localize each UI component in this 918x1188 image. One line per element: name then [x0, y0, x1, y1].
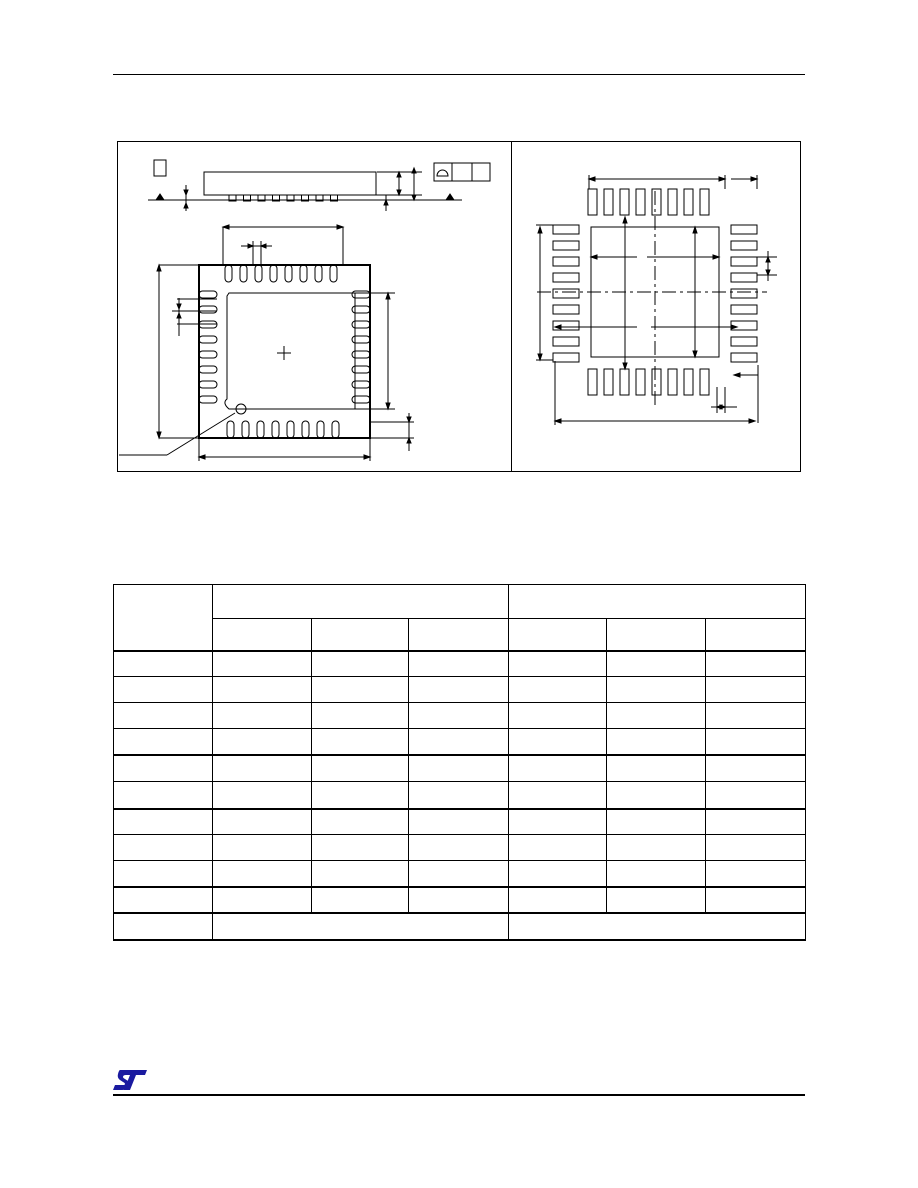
group-header-cell: [509, 585, 806, 619]
footprint-top-land: [684, 189, 693, 215]
table-cell: [213, 913, 509, 940]
datum-triangle: [156, 194, 164, 200]
table-row: [114, 834, 806, 861]
table-row: [114, 676, 806, 703]
footprint-bottom-land: [700, 369, 709, 395]
header-rule: [113, 74, 805, 75]
package-body-side: [204, 172, 376, 195]
top-lead-pad: [330, 265, 337, 282]
footprint-bottom-land: [684, 369, 693, 395]
bottom-lead-pad: [317, 421, 324, 438]
footprint-left-land: [553, 289, 579, 298]
bottom-lead-pad: [272, 421, 279, 438]
table-row: [114, 729, 806, 756]
table-cell: [409, 651, 509, 677]
table-cell: [509, 861, 607, 887]
table-cell: [312, 809, 409, 835]
footprint-right-land: [731, 305, 757, 314]
table-cell: [607, 809, 706, 835]
st-logo-shape: [113, 1070, 147, 1090]
table-cell: [509, 729, 607, 756]
footprint-bottom-land: [620, 369, 629, 395]
footprint-top-land: [588, 189, 597, 215]
table-cell: [509, 703, 607, 729]
table-cell: [509, 913, 806, 940]
table-subheader-row: [114, 619, 806, 651]
table-cell: [706, 809, 806, 835]
left-lead-pad: [199, 396, 217, 403]
footprint-left-land: [553, 337, 579, 346]
footprint-bottom-land: [604, 369, 613, 395]
table-row: [114, 809, 806, 835]
table-cell: [607, 729, 706, 756]
table-cell: [706, 619, 806, 651]
table-cell: [509, 619, 607, 651]
footprint-top-land: [700, 189, 709, 215]
footprint-right-land: [731, 321, 757, 330]
table-cell: [509, 651, 607, 677]
table-cell: [706, 755, 806, 782]
exposed-pad: [225, 293, 355, 409]
top-lead-pad: [270, 265, 277, 282]
table-row: [114, 913, 806, 940]
top-view: [119, 225, 414, 461]
table-cell: [114, 755, 213, 782]
bottom-lead-pad: [302, 421, 309, 438]
table-cell: [706, 729, 806, 756]
table-cell: [312, 676, 409, 703]
table-cell: [213, 676, 312, 703]
table-cell: [114, 729, 213, 756]
table-cell: [607, 703, 706, 729]
symbol-header-cell: [114, 585, 213, 651]
footprint-left-land: [553, 241, 579, 250]
table-cell: [607, 651, 706, 677]
group-header-cell: [213, 585, 509, 619]
top-lead-pad: [225, 265, 232, 282]
table-cell: [312, 834, 409, 861]
table-cell: [409, 887, 509, 914]
table-cell: [312, 782, 409, 809]
datum-triangle: [446, 194, 454, 200]
table-cell: [706, 651, 806, 677]
table-cell: [509, 676, 607, 703]
table-cell: [114, 861, 213, 887]
footprint: [536, 175, 777, 425]
bottom-lead-pad: [332, 421, 339, 438]
table-row: [114, 755, 806, 782]
table-cell: [409, 834, 509, 861]
table-cell: [213, 651, 312, 677]
table-cell: [706, 782, 806, 809]
table-cell: [213, 887, 312, 914]
footprint-right-land: [731, 225, 757, 234]
table-cell: [706, 834, 806, 861]
footprint-top-land: [636, 189, 645, 215]
table-cell: [114, 782, 213, 809]
tolerance-frame: [434, 163, 490, 181]
table-cell: [607, 887, 706, 914]
table-cell: [312, 703, 409, 729]
table-cell: [312, 887, 409, 914]
table-row: [114, 703, 806, 729]
left-lead-pad: [199, 336, 217, 343]
table-cell: [706, 887, 806, 914]
footprint-left-land: [553, 353, 579, 362]
table-cell: [213, 729, 312, 756]
top-lead-pad: [315, 265, 322, 282]
table-cell: [213, 755, 312, 782]
table-cell: [213, 834, 312, 861]
table-cell: [213, 703, 312, 729]
table-cell: [114, 651, 213, 677]
table-cell: [607, 834, 706, 861]
table-cell: [607, 619, 706, 651]
footprint-right-land: [731, 353, 757, 362]
table-row: [114, 782, 806, 809]
footprint-right-land: [731, 241, 757, 250]
footprint-right-land: [731, 273, 757, 282]
table-cell: [607, 782, 706, 809]
table-cell: [706, 861, 806, 887]
table-cell: [509, 809, 607, 835]
table-cell: [706, 676, 806, 703]
table-cell: [607, 755, 706, 782]
table-header-row: [114, 585, 806, 619]
footprint-right-land: [731, 257, 757, 266]
table-row: [114, 651, 806, 677]
table-cell: [409, 703, 509, 729]
table-cell: [312, 619, 409, 651]
table-cell: [509, 834, 607, 861]
table-cell: [114, 809, 213, 835]
side-view: [148, 160, 490, 211]
bottom-lead-pad: [257, 421, 264, 438]
bottom-lead-pad: [227, 421, 234, 438]
footer-rule: [113, 1094, 805, 1096]
datum-box: [154, 160, 166, 176]
footprint-left-land: [553, 305, 579, 314]
left-lead-pad: [199, 351, 217, 358]
table-cell: [312, 861, 409, 887]
footprint-bottom-land: [588, 369, 597, 395]
footprint-top-land: [668, 189, 677, 215]
st-logo-icon: [112, 1069, 148, 1091]
footprint-left-land: [553, 257, 579, 266]
table-cell: [509, 782, 607, 809]
dimension-table: [113, 584, 806, 941]
left-lead-pad: [199, 306, 217, 313]
footprint-right-land: [731, 289, 757, 298]
table-cell: [509, 887, 607, 914]
table-cell: [509, 755, 607, 782]
table-cell: [213, 809, 312, 835]
footprint-top-land: [620, 189, 629, 215]
bottom-lead-pad: [287, 421, 294, 438]
table-cell: [409, 809, 509, 835]
footprint-bottom-land: [652, 369, 661, 395]
package-drawing-figure: [117, 141, 801, 472]
top-lead-pad: [255, 265, 262, 282]
table-cell: [114, 887, 213, 914]
table-cell: [114, 834, 213, 861]
table-cell: [607, 676, 706, 703]
footprint-top-land: [652, 189, 661, 215]
table-cell: [114, 703, 213, 729]
table-cell: [114, 676, 213, 703]
table-cell: [409, 755, 509, 782]
left-lead-pad: [199, 366, 217, 373]
top-lead-pad: [240, 265, 247, 282]
table-cell: [213, 619, 312, 651]
table-cell: [409, 782, 509, 809]
table-cell: [312, 755, 409, 782]
table-row: [114, 861, 806, 887]
footprint-bottom-land: [636, 369, 645, 395]
footprint-left-land: [553, 225, 579, 234]
table-cell: [312, 729, 409, 756]
left-lead-pad: [199, 291, 217, 298]
table-cell: [409, 861, 509, 887]
footprint-right-land: [731, 337, 757, 346]
table-cell: [607, 861, 706, 887]
flatness-symbol: [437, 170, 448, 176]
top-lead-pad: [285, 265, 292, 282]
table-cell: [409, 676, 509, 703]
table-row: [114, 887, 806, 914]
table-cell: [213, 861, 312, 887]
bottom-lead-pad: [242, 421, 249, 438]
footprint-bottom-land: [668, 369, 677, 395]
table-cell: [409, 619, 509, 651]
footprint-left-land: [553, 321, 579, 330]
table-cell: [114, 913, 213, 940]
footprint-top-land: [604, 189, 613, 215]
table-cell: [706, 703, 806, 729]
footprint-left-land: [553, 273, 579, 282]
table-cell: [409, 729, 509, 756]
left-lead-pad: [199, 381, 217, 388]
top-lead-pad: [300, 265, 307, 282]
table-cell: [213, 782, 312, 809]
table-cell: [312, 651, 409, 677]
